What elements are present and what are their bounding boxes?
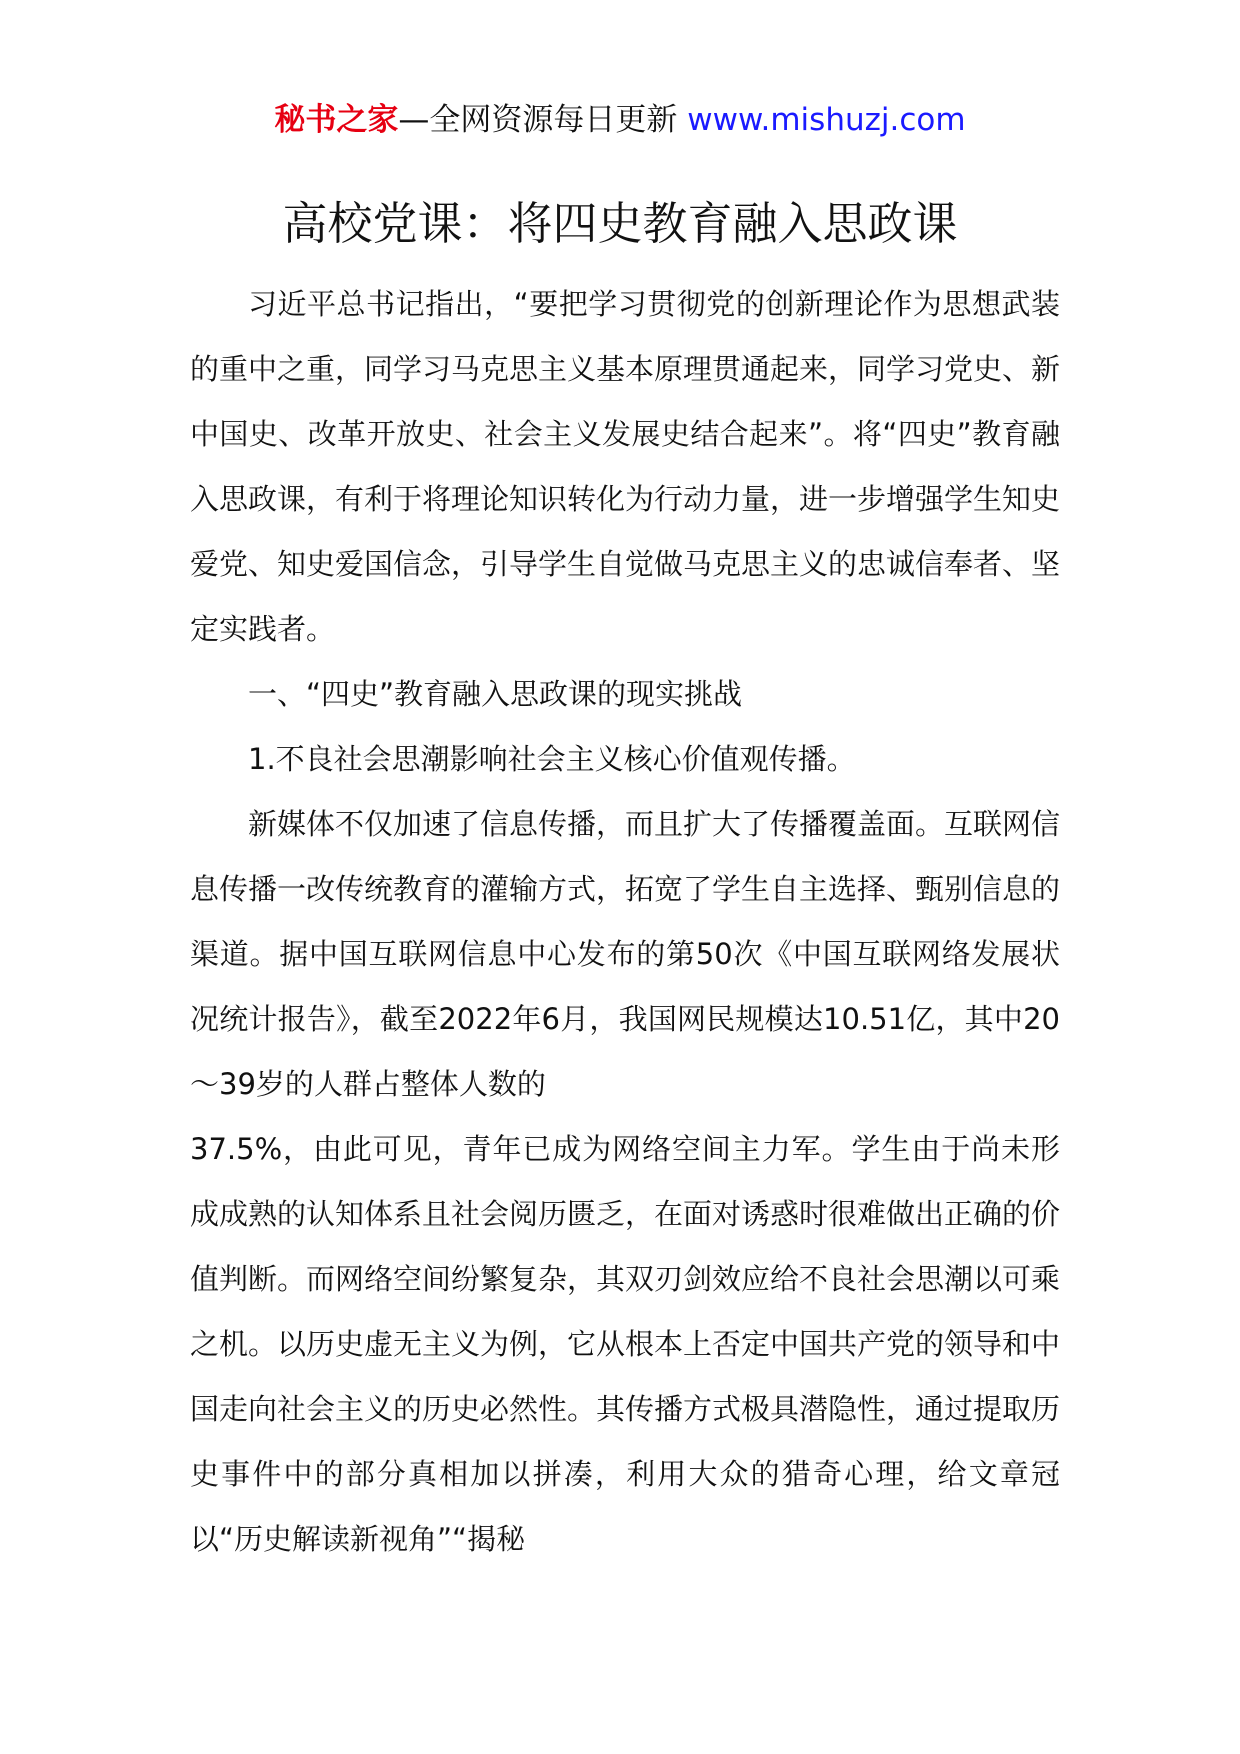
brand-name: 秘书之家 <box>274 102 399 138</box>
paragraph-continued: 37.5%，由此可见，青年已成为网络空间主力军。学生由于尚未形成成熟的认知体系且社会阅历匮乏，在面对诱惑时很难做出正确的价值判断。而网络空间纷繁复杂，其双刃剑效应给不良社会思潮以可乘之机。以历史虚无主义为例，它从根本上否定中国共产党的领导和中国走向社会主义的历史必然性。其传播方式极具潜隐性，通过提取历史事件中的部分真相加以拼凑，利用大众的猎奇心理，给文章冠以“历史解读新视角”“揭秘 <box>190 1132 1061 1556</box>
paragraph-new-media: 新媒体不仅加速了信息传播，而且扩大了传播覆盖面。互联网信息传播一改传统教育的灌输方式，拓宽了学生自主选择、甄别信息的渠道。据中国互联网信息中心发布的第50次《中国互联网络发展状况统计报告》，截至2022年6月，我国网民规模达10.51亿，其中20～39岁的人群占整体人数的 <box>190 807 1061 1101</box>
document-title: 高校党课：将四史教育融入思政课 <box>282 197 958 250</box>
section-heading: 一、“四史”教育融入思政课的现实挑战 <box>248 677 743 711</box>
header-tagline: —全网资源每日更新 <box>398 102 688 138</box>
document-body <box>190 272 1060 1572</box>
paragraph-intro: 习近平总书记指出，“要把学习贯彻党的创新理论作为思想武装的重中之重，同学习马克思主义基本原理贯通起来，同学习党史、新中国史、改革开放史、社会主义发展史结合起来”。将“四史”教育融入思政课，有利于将理论知识转化为行动力量，进一步增强学生知史爱党、知史爱国信念，引导学生自觉做马克思主义的忠诚信奉者、坚定实践者。 <box>190 287 1061 646</box>
subsection-heading: 1.不良社会思潮影响社会主义核心价值观传播。 <box>248 742 856 776</box>
site-header <box>0 98 1240 142</box>
site-url-link[interactable]: www.mishuzj.com <box>687 102 966 138</box>
